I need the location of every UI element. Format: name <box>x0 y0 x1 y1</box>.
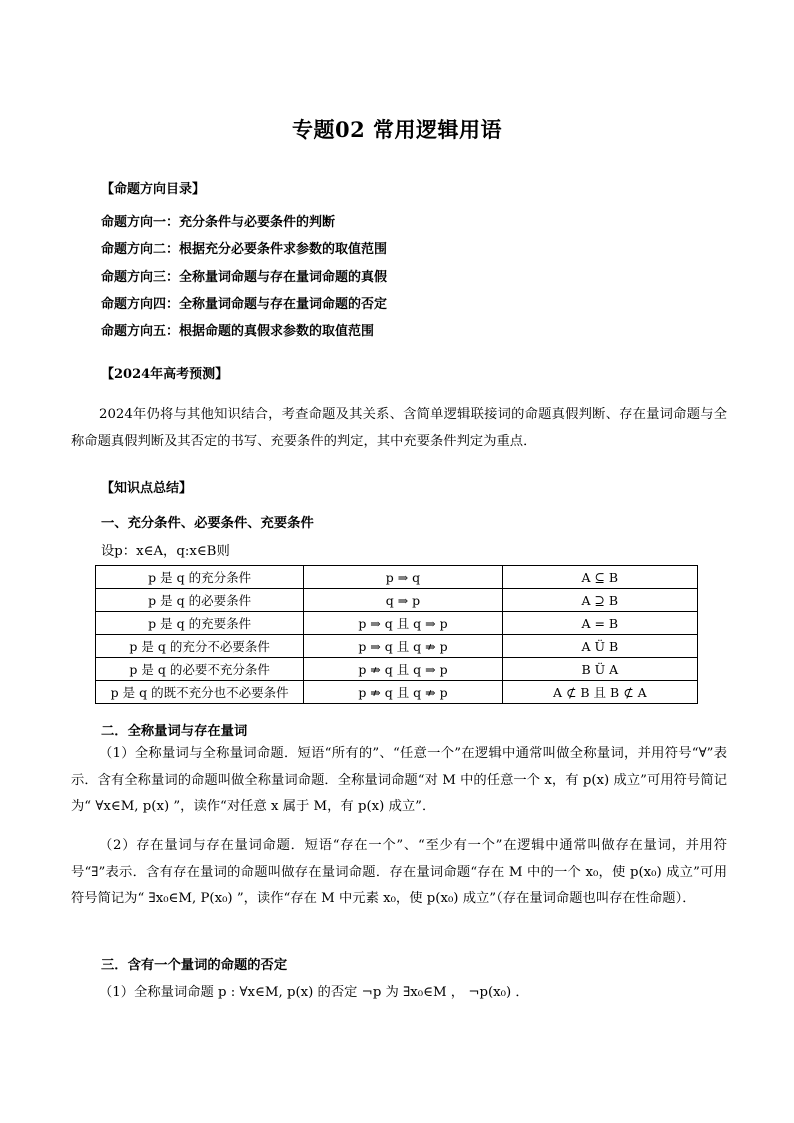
directory-item-5: 命题方向五：根据命题的真假求参数的取值范围 <box>101 324 375 339</box>
table-cell: A ⊆ B <box>502 566 697 589</box>
table-cell: p 是 q 的既不充分也不必要条件 <box>96 681 304 704</box>
table-cell: B Ü A <box>502 658 697 681</box>
summary-heading: 【知识点总结】 <box>101 481 193 496</box>
forecast-heading: 【2024年高考预测】 <box>101 367 229 382</box>
table-cell: A ⊇ B <box>502 589 697 612</box>
forecast-text: 2024年仍将与其他知识结合，考查命题及其关系、含简单逻辑联接词的命题真假判断、存在量词命题与全称命题真假判断及其否定的书写、充要条件的判定，其中充要条件判定为重点． <box>71 407 727 449</box>
table-cell: p 是 q 的必要不充分条件 <box>96 658 304 681</box>
table-cell: p 是 q 的充要条件 <box>96 612 304 635</box>
table-cell: p 是 q 的必要条件 <box>96 589 304 612</box>
table-row <box>96 658 698 681</box>
directory-item-1: 命题方向一：充分条件与必要条件的判断 <box>101 215 336 230</box>
directory-heading: 【命题方向目录】 <box>101 182 206 197</box>
negation-para-1: （1）全称量词命题 p : ∀x∈M, p(x) 的否定 ¬p 为 ∃x₀∈M ， ¬p(x₀) ． <box>99 985 529 1000</box>
directory-item-3: 命题方向三：全称量词命题与存在量词命题的真假 <box>101 270 388 285</box>
table-row <box>96 635 698 658</box>
premise-line: 设p：x∈A，q:x∈B则 <box>101 544 230 559</box>
directory-item-2: 命题方向二：根据充分必要条件求参数的取值范围 <box>101 242 388 257</box>
table-cell: p ⇏ q 且 q ⇏ p <box>304 681 502 704</box>
section-2-heading: 二．全称量词与存在量词 <box>101 724 248 739</box>
table-cell: p 是 q 的充分不必要条件 <box>96 635 304 658</box>
table-cell: p 是 q 的充分条件 <box>96 566 304 589</box>
table-cell: A = B <box>502 612 697 635</box>
table-row <box>96 566 698 589</box>
table-cell: A Ü B <box>502 635 697 658</box>
quantifier-para-1: （1）全称量词与全称量词命题．短语“所有的”、“任意一个”在逻辑中通常叫做全称量词，并用符号“∀”表示．含有全称量词的命题叫做全称量词命题．全称量词命题“对 M 中的任意一个 x，有 p(x) 成立”可用符号简记为“ ∀x∈M, p(x) ”，读作“对任意 x 属于 M，有 p(x) 成立”． <box>71 746 727 814</box>
table-cell: p ⇒ q 且 q ⇏ p <box>304 635 502 658</box>
table-cell: p ⇏ q 且 q ⇒ p <box>304 658 502 681</box>
table-cell: p ⇒ q <box>304 566 502 589</box>
table-cell: q ⇒ p <box>304 589 502 612</box>
conditions-table <box>95 565 698 704</box>
table-row <box>96 612 698 635</box>
page-title: 专题02 常用逻辑用语 <box>291 117 503 142</box>
table-row <box>96 589 698 612</box>
section-1-heading: 一、充分条件、必要条件、充要条件 <box>101 516 314 531</box>
table-row <box>96 681 698 704</box>
quantifier-para-2: （2）存在量词与存在量词命题．短语“存在一个”、“至少有一个”在逻辑中通常叫做存在量词，并用符号“∃”表示．含有存在量词的命题叫做存在量词命题．存在量词命题“存在 M 中的一个 x₀，使 p(x₀) 成立”可用符号简记为“ ∃x₀∈M, P(x₀) ”，读作“存在 M 中元素 x₀，使 p(x₀) 成立”（存在量词命题也叫存在性命题）． <box>71 838 727 906</box>
table-cell: A ⊄ B 且 B ⊄ A <box>502 681 697 704</box>
directory-item-4: 命题方向四：全称量词命题与存在量词命题的否定 <box>101 297 388 312</box>
section-3-heading: 三．含有一个量词的命题的否定 <box>101 958 288 973</box>
table-cell: p ⇒ q 且 q ⇒ p <box>304 612 502 635</box>
